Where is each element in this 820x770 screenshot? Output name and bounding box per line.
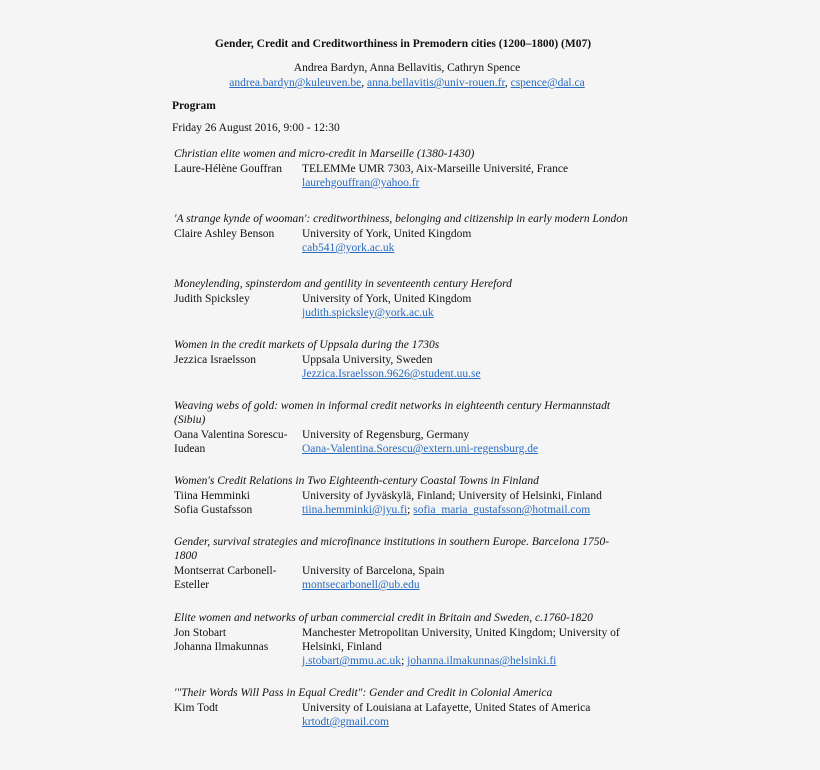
affiliation (302, 489, 644, 517)
email-link[interactable]: judith.spicksley@york.ac.uk (302, 307, 434, 319)
affiliation (302, 353, 644, 381)
program-date: Friday 26 August 2016, 9:00 - 12:30 (172, 122, 340, 134)
talk-title (174, 535, 644, 563)
presenter-name: Kim Todt (174, 702, 219, 714)
presenter-row (174, 626, 644, 668)
talk-title (174, 399, 644, 427)
presenter-name: Iudean (174, 443, 206, 455)
presenter-row (174, 428, 644, 456)
email-link[interactable]: j.stobart@mmu.ac.uk (302, 655, 402, 667)
affiliation-line: University of York, United Kingdom (302, 228, 472, 240)
talk-title-line: 'A strange kynde of wooman': creditworthiness, belonging and citizenship in early modern London (174, 213, 628, 225)
session (174, 147, 644, 190)
presenter-row (174, 353, 644, 381)
presenter-name: Oana Valentina Sorescu- (174, 429, 288, 441)
talk-title-line: Gender, survival strategies and microfinance institutions in southern Europe. Barcelona 1750- (174, 536, 610, 548)
session (174, 686, 644, 729)
presenter-name: Jon Stobart (174, 627, 227, 639)
email-link[interactable]: sofia_maria_gustafsson@hotmail.com (413, 504, 591, 516)
affiliation (302, 292, 644, 320)
talk-title (174, 611, 644, 625)
affiliation-line: Uppsala University, Sweden (302, 354, 433, 366)
document-title: Gender, Credit and Creditworthiness in Premodern cities (1200–1800) (M07) (214, 38, 592, 50)
separator: ; (401, 655, 408, 667)
email-link[interactable]: Jezzica.Israelsson.9626@student.uu.se (302, 368, 481, 380)
affiliation-line: University of Louisiana at Lafayette, United States of America (302, 702, 591, 714)
talk-title (174, 686, 644, 700)
session (174, 338, 644, 381)
presenter-name: Claire Ashley Benson (174, 228, 275, 240)
session (174, 535, 644, 592)
presenter-names (174, 701, 302, 729)
email-link[interactable]: montsecarbonell@ub.edu (302, 579, 420, 591)
talk-title-line: Elite women and networks of urban commercial credit in Britain and Sweden, c.1760-1820 (174, 612, 593, 624)
separator: ; (407, 504, 414, 516)
presenter-name: Montserrat Carbonell- (174, 565, 277, 577)
session (174, 399, 644, 456)
affiliation-line: Helsinki, Finland (302, 641, 382, 653)
presenter-row (174, 489, 644, 517)
presenter-name: Jezzica Israelsson (174, 354, 257, 366)
program-heading: Program (172, 100, 216, 112)
affiliation-line: University of Regensburg, Germany (302, 429, 470, 441)
presenter-names (174, 353, 302, 381)
affiliation-line: Manchester Metropolitan University, United Kingdom; University of (302, 627, 620, 639)
session (174, 611, 644, 668)
separator: , (361, 77, 367, 89)
session (174, 277, 644, 320)
presenter-names (174, 564, 302, 592)
talk-title (174, 474, 644, 488)
affiliation (302, 701, 644, 729)
talk-title-line: Christian elite women and micro-credit in Marseille (1380-1430) (174, 148, 475, 160)
presenter-name: Laure-Hélène Gouffran (174, 163, 283, 175)
presenter-name: Esteller (174, 579, 210, 591)
talk-title-line: '"Their Words Will Pass in Equal Credit": Gender and Credit in Colonial America (174, 687, 553, 699)
affiliation (302, 162, 644, 190)
talk-title-line: Women's Credit Relations in Two Eighteenth-century Coastal Towns in Finland (174, 475, 539, 487)
presenter-row (174, 162, 644, 190)
presenter-row (174, 701, 644, 729)
presenter-name: Sofia Gustafsson (174, 504, 253, 516)
talk-title-line: Moneylending, spinsterdom and gentility in seventeenth century Hereford (174, 278, 512, 290)
organizers: Andrea Bardyn, Anna Bellavitis, Cathryn Spence (293, 62, 521, 74)
email-link[interactable]: andrea.bardyn@kuleuven.be (229, 77, 362, 89)
presenter-name: Johanna Ilmakunnas (174, 641, 269, 653)
presenter-names (174, 227, 302, 255)
presenter-row (174, 227, 644, 255)
presenter-row (174, 564, 644, 592)
talk-title (174, 147, 644, 161)
presenter-names (174, 626, 302, 668)
talk-title-line: Weaving webs of gold: women in informal credit networks in eighteenth century Hermannstadt (174, 400, 611, 412)
presenter-names (174, 489, 302, 517)
email-link[interactable]: tiina.hemminki@jyu.fi (302, 504, 408, 516)
talk-title-line: Women in the credit markets of Uppsala during the 1730s (174, 339, 440, 351)
talk-title (174, 277, 644, 291)
session (174, 474, 644, 517)
affiliation (302, 428, 644, 456)
talk-title (174, 338, 644, 352)
affiliation (302, 626, 644, 668)
presenter-name: Tiina Hemminki (174, 490, 250, 502)
email-link[interactable]: krtodt@gmail.com (302, 716, 389, 728)
session (174, 212, 644, 255)
talk-title (174, 212, 644, 226)
email-link[interactable]: anna.bellavitis@univ-rouen.fr (366, 77, 505, 89)
email-link[interactable]: cspence@dal.ca (510, 77, 585, 89)
email-link[interactable]: laurehgouffran@yahoo.fr (302, 177, 420, 189)
email-link[interactable]: cab541@york.ac.uk (302, 242, 395, 254)
affiliation-line: University of Jyväskylä, Finland; University of Helsinki, Finland (302, 490, 602, 502)
presenter-name: Judith Spicksley (174, 293, 250, 305)
talk-title-line: (Sibiu) (174, 414, 206, 426)
presenter-names (174, 162, 302, 190)
presenter-names (174, 292, 302, 320)
affiliation-line: TELEMMe UMR 7303, Aix-Marseille Université, France (302, 163, 569, 175)
email-link[interactable]: johanna.ilmakunnas@helsinki.fi (407, 655, 557, 667)
presenter-row (174, 292, 644, 320)
affiliation-line: University of Barcelona, Spain (302, 565, 445, 577)
email-link[interactable]: Oana-Valentina.Sorescu@extern.uni-regensburg.de (302, 443, 539, 455)
separator: , (504, 77, 511, 89)
affiliation-line: University of York, United Kingdom (302, 293, 472, 305)
talk-title-line: 1800 (174, 550, 197, 562)
affiliation (302, 227, 644, 255)
organizer-emails (172, 77, 642, 89)
presenter-names (174, 428, 302, 456)
affiliation (302, 564, 644, 592)
